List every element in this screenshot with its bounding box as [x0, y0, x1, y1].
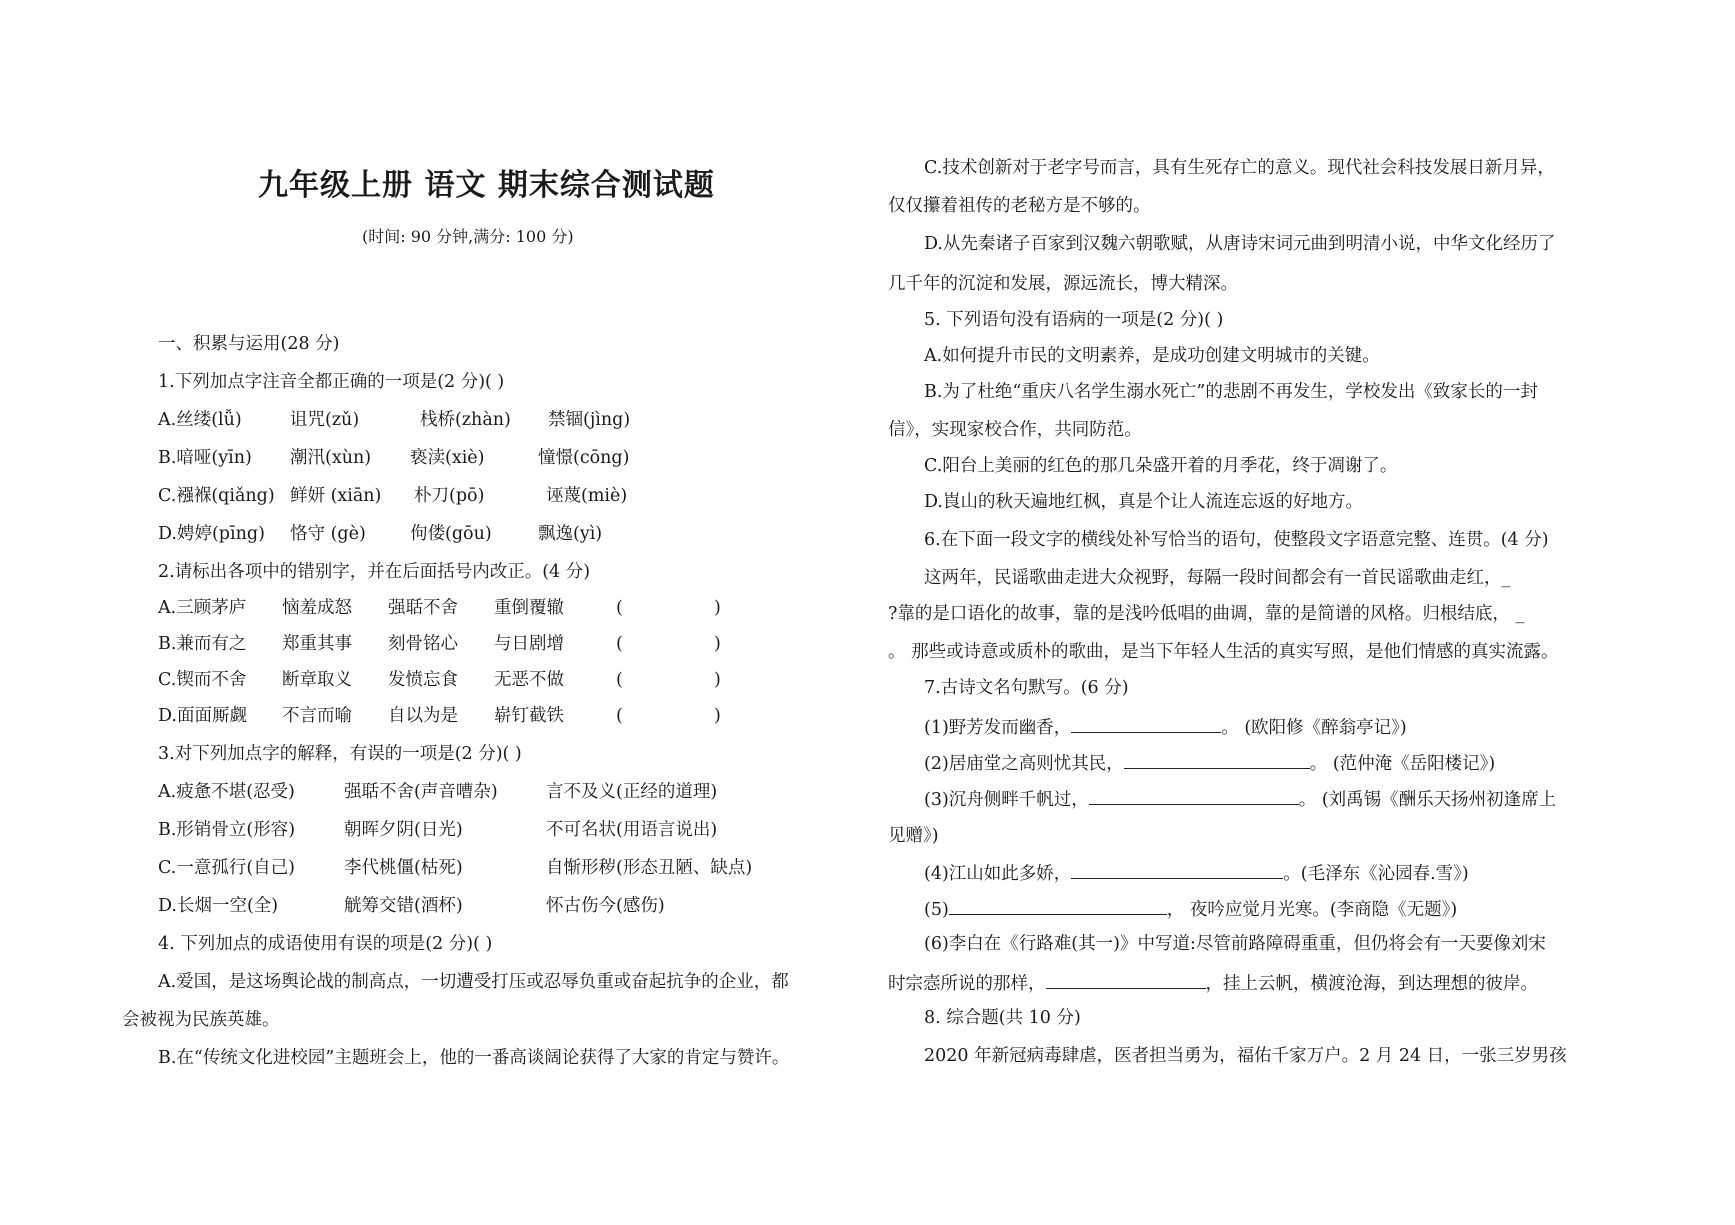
answer-blank[interactable] — [1046, 970, 1206, 989]
answer-paren-open: ( — [616, 670, 623, 690]
option-cell: D.面面厮觑 — [158, 706, 247, 726]
option-cell: D.娉婷(pīng) — [158, 524, 265, 544]
q7-source: 。 (范仲淹《岳阳楼记》) — [1309, 754, 1496, 774]
q6-passage-line-3: 。 那些或诗意或质朴的歌曲，是当下年轻人生活的真实写照，是他们情感的真实流露。 — [888, 642, 1559, 662]
option-cell: 无恶不做 — [494, 670, 564, 690]
option-cell: 言不及义(正经的道理) — [546, 782, 718, 802]
option-cell: 刻骨铭心 — [388, 634, 458, 654]
q4-option-c-cont: 仅仅攥着祖传的老秘方是不够的。 — [888, 196, 1151, 216]
page-subtitle: (时间: 90 分钟,满分: 100 分) — [362, 227, 574, 246]
option-cell: 自惭形秽(形态丑陋、缺点) — [546, 858, 753, 878]
page-title: 九年级上册 语文 期末综合测试题 — [258, 168, 715, 203]
q6-passage-line-2: ?靠的是口语化的故事，靠的是浅吟低唱的曲调，靠的是简谱的风格。归根结底， _ — [888, 604, 1525, 624]
q5-option-c: C.阳台上美丽的红色的那几朵盛开着的月季花，终于凋谢了。 — [924, 456, 1398, 476]
q7-item-1 — [924, 714, 1407, 740]
q7-item-5 — [924, 896, 1457, 922]
answer-paren-close: ) — [714, 670, 721, 690]
question-2: 2.请标出各项中的错别字，并在后面括号内改正。(4 分) — [158, 562, 591, 582]
answer-blank[interactable] — [1071, 860, 1283, 879]
option-cell: 飘逸(yì) — [538, 524, 603, 544]
option-cell: 鲜妍 (xiān) — [290, 486, 382, 506]
q7-item-6-cont — [888, 970, 1538, 996]
question-8: 8. 综合题(共 10 分) — [924, 1008, 1081, 1028]
q7-prompt: (2)居庙堂之高则忧其民， — [924, 754, 1124, 774]
q4-option-c: C.技术创新对于老字号而言，具有生死存亡的意义。现代社会科技发展日新月异， — [924, 158, 1555, 178]
q7-item-4 — [924, 860, 1469, 886]
option-cell: 诅咒(zǔ) — [290, 410, 360, 430]
q7-item-2 — [924, 750, 1495, 776]
q7-source: 。 (刘禹锡《酬乐天扬州初逢席上 — [1298, 790, 1557, 810]
q5-option-b: B.为了杜绝“重庆八名学生溺水死亡”的悲剧不再发生，学校发出《致家长的一封 — [924, 382, 1538, 402]
option-cell: A.三顾茅庐 — [158, 598, 247, 618]
q7-prompt: (4)江山如此多娇， — [924, 864, 1072, 884]
option-cell: 潮汛(xùn) — [290, 448, 372, 468]
option-cell: C.锲而不舍 — [158, 670, 247, 690]
q7-source: 。 (欧阳修《醉翁亭记》) — [1221, 718, 1407, 738]
section-heading: 一、积累与运用(28 分) — [158, 334, 340, 354]
answer-paren-close: ) — [714, 598, 721, 618]
option-cell: 朴刀(pō) — [414, 486, 485, 506]
option-cell: 诬蔑(miè) — [546, 486, 628, 506]
option-cell: 郑重其事 — [282, 634, 352, 654]
option-cell: B.喑哑(yīn) — [158, 448, 252, 468]
option-cell: 重倒覆辙 — [494, 598, 564, 618]
option-cell: 亵渎(xiè) — [410, 448, 485, 468]
option-cell: A.疲惫不堪(忍受) — [158, 782, 295, 802]
option-cell: 不言而喻 — [282, 706, 352, 726]
answer-paren-open: ( — [616, 598, 623, 618]
q5-option-d: D.崀山的秋天遍地红枫，真是个让人流连忘返的好地方。 — [924, 492, 1363, 512]
question-6: 6.在下面一段文字的横线处补写恰当的语句，使整段文字语意完整、连贯。(4 分) — [924, 530, 1549, 550]
q7-prompt: (3)沉舟侧畔千帆过， — [924, 790, 1089, 810]
answer-paren-open: ( — [616, 706, 623, 726]
answer-blank[interactable] — [1089, 786, 1299, 805]
question-4: 4. 下列加点的成语使用有误的项是(2 分)( ) — [158, 934, 493, 954]
q7-item-6: (6)李白在《行路难(其一)》中写道:尽管前路障碍重重，但仍将会有一天要像刘宋 — [924, 934, 1546, 954]
q7-source: ， 夜吟应觉月光寒。(李商隐《无题》) — [1166, 900, 1458, 920]
option-cell: 自以为是 — [388, 706, 458, 726]
q4-option-b: B.在“传统文化进校园”主题班会上，他的一番高谈阔论获得了大家的肯定与赞许。 — [158, 1048, 790, 1068]
option-cell: 断章取义 — [282, 670, 352, 690]
answer-blank[interactable] — [1124, 750, 1310, 769]
q4-option-d-cont: 几千年的沉淀和发展，源远流长，博大精深。 — [888, 274, 1238, 294]
option-cell: 发愤忘食 — [388, 670, 458, 690]
option-cell: 憧憬(cōng) — [538, 448, 630, 468]
option-cell: 栈桥(zhàn) — [420, 410, 511, 430]
question-7: 7.古诗文名句默写。(6 分) — [924, 678, 1129, 698]
q7-item-3 — [924, 786, 1556, 812]
question-5: 5. 下列语句没有语病的一项是(2 分)( ) — [924, 310, 1224, 330]
q7-prompt: 时宗悫所说的那样， — [888, 974, 1046, 994]
option-cell: 朝晖夕阴(日光) — [344, 820, 463, 840]
q7-item-3-cont: 见赠》) — [888, 826, 939, 846]
option-cell: 强聒不舍 — [388, 598, 458, 618]
option-cell: C.襁褓(qiǎng) — [158, 486, 275, 506]
q7-source: 。(毛泽东《沁园春.雪》) — [1283, 864, 1469, 884]
answer-paren-close: ) — [714, 634, 721, 654]
option-cell: 李代桃僵(枯死) — [344, 858, 463, 878]
option-cell: 觥筹交错(酒杯) — [344, 896, 463, 916]
q7-prompt: (1)野芳发而幽香， — [924, 718, 1072, 738]
answer-paren-open: ( — [616, 634, 623, 654]
q7-source: ，挂上云帆，横渡沧海，到达理想的彼岸。 — [1205, 974, 1538, 994]
option-cell: B.兼而有之 — [158, 634, 247, 654]
option-cell: 不可名状(用语言说出) — [546, 820, 718, 840]
option-cell: B.形销骨立(形容) — [158, 820, 296, 840]
question-1: 1.下列加点字注音全都正确的一项是(2 分)( ) — [158, 372, 505, 392]
q4-option-a: A.爱国，是这场舆论战的制高点，一切遭受打压或忍辱负重或奋起抗争的企业，都 — [158, 972, 789, 992]
q4-option-a-cont: 会被视为民族英雄。 — [122, 1010, 280, 1030]
option-cell: 怀古伤今(感伤) — [546, 896, 665, 916]
option-cell: 佝偻(gōu) — [410, 524, 492, 544]
option-cell: D.长烟一空(全) — [158, 896, 279, 916]
option-cell: 崭钉截铁 — [494, 706, 564, 726]
q5-option-b-cont: 信》，实现家校合作，共同防范。 — [888, 420, 1142, 440]
q5-option-a: A.如何提升市民的文明素养，是成功创建文明城市的关键。 — [924, 346, 1380, 366]
q4-option-d: D.从先秦诸子百家到汉魏六朝歌赋，从唐诗宋词元曲到明清小说，中华文化经历了 — [924, 234, 1556, 254]
answer-blank[interactable] — [1071, 714, 1221, 733]
q6-passage-line-1: 这两年，民谣歌曲走进大众视野，每隔一段时间都会有一首民谣歌曲走红，_ — [924, 568, 1511, 588]
answer-paren-close: ) — [714, 706, 721, 726]
option-cell: 禁锢(jìng) — [548, 410, 631, 430]
option-cell: A.丝缕(lǚ) — [158, 410, 242, 430]
option-cell: 强聒不舍(声音嘈杂) — [344, 782, 498, 802]
question-3: 3.对下列加点字的解释，有误的一项是(2 分)( ) — [158, 744, 522, 764]
answer-blank[interactable] — [949, 896, 1167, 915]
q8-passage-line-1: 2020 年新冠病毒肆虐，医者担当勇为，福佑千家万户。2 月 24 日，一张三岁男孩 — [924, 1046, 1567, 1066]
option-cell: 恪守 (gè) — [290, 524, 366, 544]
option-cell: C.一意孤行(自己) — [158, 858, 295, 878]
option-cell: 恼羞成怒 — [282, 598, 352, 618]
option-cell: 与日剧增 — [494, 634, 564, 654]
q7-prompt: (5) — [924, 900, 949, 920]
